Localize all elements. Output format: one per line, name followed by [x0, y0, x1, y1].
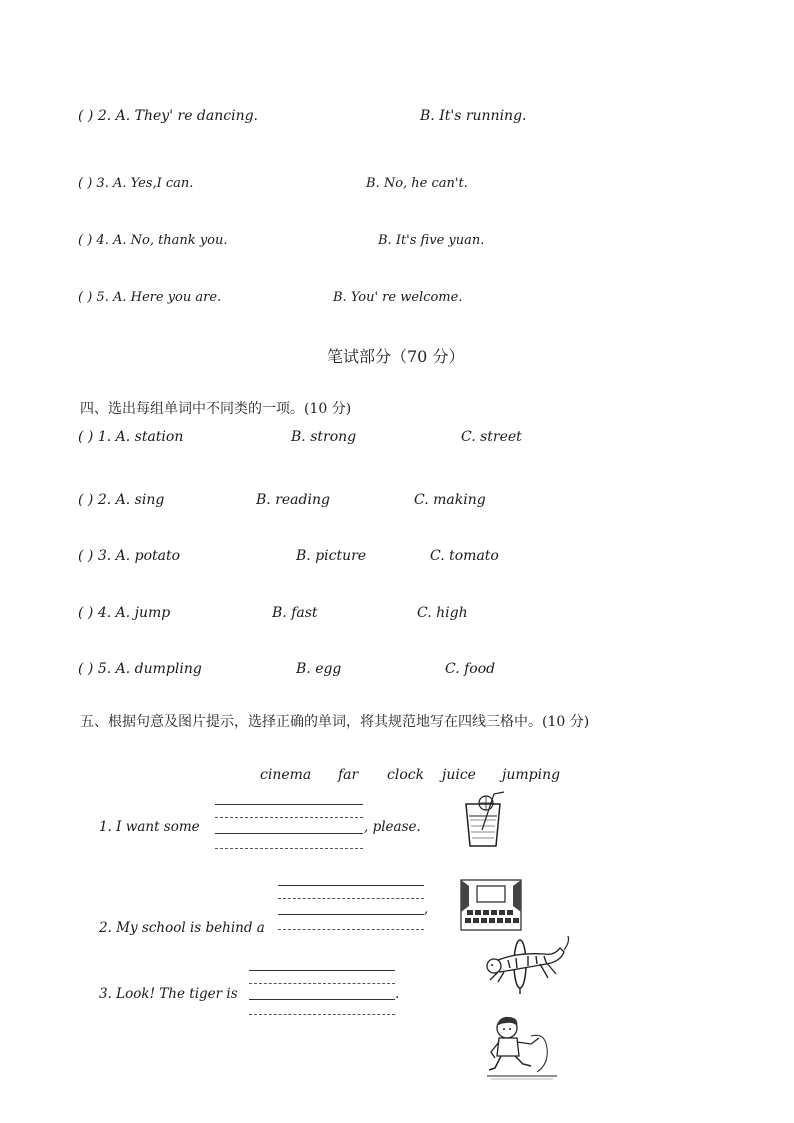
section-4-item-1-c: C. street	[461, 429, 522, 445]
word-bank-item: juice	[442, 767, 476, 783]
section-5-title: 五、根据句意及图片提示，选择正确的单词，将其规范地写在四线三格中。(10 分)	[80, 714, 590, 730]
section-4-title: 四、选出每组单词中不同类的一项。(10 分)	[80, 401, 352, 417]
section-4-item-5: ( ) 5. A. dumpling	[78, 661, 202, 677]
sentence-1-after: , please.	[364, 819, 421, 835]
written-part-title: 笔试部分（70 分）	[327, 347, 465, 366]
section-4-item-4-c: C. high	[417, 605, 468, 621]
section-4-item-5-c: C. food	[445, 661, 496, 677]
tiger-jumping-picture	[484, 934, 572, 994]
section-4-item-1: ( ) 1. A. station	[78, 429, 184, 445]
answer-bracket[interactable]: ( )	[78, 605, 94, 621]
four-line-grid-1[interactable]	[215, 804, 363, 849]
listening-item-3-option-b: B. No, he can't.	[366, 176, 468, 191]
word-bank-item: jumping	[502, 767, 561, 783]
four-line-grid-3[interactable]	[249, 970, 395, 1015]
section-4-item-3-c: C. tomato	[430, 548, 499, 564]
listening-item-4-option-b: B. It's five yuan.	[378, 233, 485, 248]
answer-bracket[interactable]: ( )	[78, 492, 94, 508]
answer-bracket[interactable]: ( )	[78, 429, 94, 445]
listening-item-2: ( ) 2. A. They' re dancing.	[78, 108, 258, 124]
section-4-item-4: ( ) 4. A. jump	[78, 605, 171, 621]
answer-bracket[interactable]: ( )	[78, 548, 94, 564]
answer-bracket[interactable]: ( )	[78, 290, 93, 305]
answer-bracket[interactable]: ( )	[78, 176, 93, 191]
section-4-item-4-b: B. fast	[272, 605, 318, 621]
sentence-2-after: ,	[424, 901, 429, 917]
answer-bracket[interactable]: ( )	[78, 661, 94, 677]
juice-glass-picture	[460, 790, 510, 850]
answer-bracket[interactable]: ( )	[78, 233, 93, 248]
sentence-2-before: 2. My school is behind a	[99, 920, 265, 936]
listening-item-5-option-b: B. You' re welcome.	[333, 290, 463, 305]
section-4-item-2-c: C. making	[414, 492, 486, 508]
section-4-item-2-b: B. reading	[256, 492, 330, 508]
word-bank-item: far	[338, 767, 359, 783]
cinema-picture	[459, 876, 523, 932]
listening-item-5: ( ) 5. A. Here you are.	[78, 290, 222, 305]
listening-item-2-option-b: B. It's running.	[420, 108, 527, 124]
section-4-item-5-b: B. egg	[296, 661, 342, 677]
listening-item-3: ( ) 3. A. Yes,I can.	[78, 176, 194, 191]
section-4-item-1-b: B. strong	[291, 429, 357, 445]
sentence-3-after: .	[395, 986, 400, 1002]
section-4-item-3-b: B. picture	[296, 548, 367, 564]
four-line-grid-2[interactable]	[278, 885, 424, 930]
word-bank-item: clock	[387, 767, 425, 783]
answer-bracket[interactable]: ( )	[78, 108, 94, 124]
section-4-item-3: ( ) 3. A. potato	[78, 548, 181, 564]
listening-item-4: ( ) 4. A. No, thank you.	[78, 233, 228, 248]
word-bank-item: cinema	[260, 767, 312, 783]
sentence-1-before: 1. I want some	[99, 819, 200, 835]
section-4-item-2: ( ) 2. A. sing	[78, 492, 165, 508]
boy-running-picture	[487, 1014, 557, 1080]
sentence-3-before: 3. Look! The tiger is	[99, 986, 238, 1002]
